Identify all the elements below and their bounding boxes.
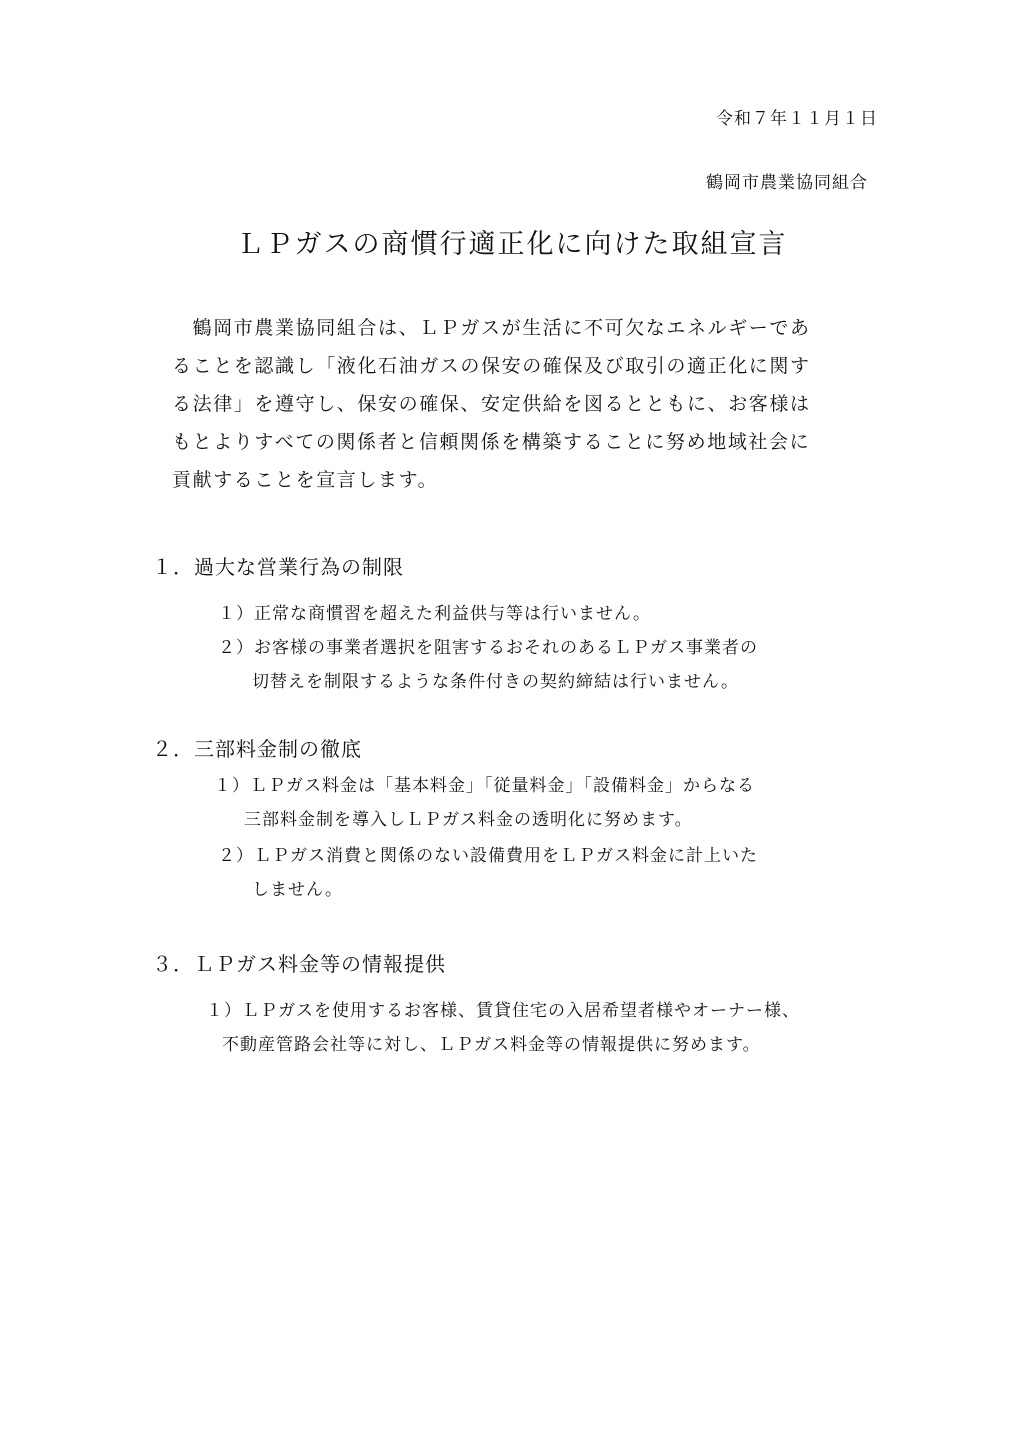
item-text: ２）お客様の事業者選択を阻害するおそれのあるＬＰガス事業者の bbox=[218, 638, 758, 658]
item-text: ２）ＬＰガス消費と関係のない設備費用をＬＰガス料金に計上いた bbox=[218, 846, 758, 866]
issuing-organization: 鶴岡市農業協同組合 bbox=[706, 173, 868, 193]
item-text: １）ＬＰガス料金は「基本料金」「従量料金」「設備料金」からなる bbox=[214, 776, 755, 796]
document-title: ＬＰガスの商慣行適正化に向けた取組宣言 bbox=[236, 229, 788, 260]
section-2-item-1 bbox=[214, 769, 755, 837]
section-2-item-2 bbox=[218, 839, 758, 907]
paragraph-line: る法律」を遵守し、保安の確保、安定供給を図るとともに、お客様は bbox=[172, 393, 811, 415]
section-heading-1: １．過大な営業行為の制限 bbox=[152, 555, 404, 579]
paragraph-line: ることを認識し「液化石油ガスの保安の確保及び取引の適正化に関す bbox=[172, 355, 811, 377]
item-text-continued: 不動産管路会社等に対し、ＬＰガス料金等の情報提供に努めます。 bbox=[222, 1035, 761, 1055]
item-text-continued: しません。 bbox=[252, 880, 344, 900]
declaration-paragraph bbox=[172, 309, 852, 499]
item-text-continued: 三部料金制を導入しＬＰガス料金の透明化に努めます。 bbox=[244, 810, 693, 830]
section-heading-2: ２．三部料金制の徹底 bbox=[152, 737, 362, 761]
section-heading-3: ３．ＬＰガス料金等の情報提供 bbox=[152, 952, 446, 976]
section-1-item-1 bbox=[218, 597, 651, 631]
item-text: １）正常な商慣習を超えた利益供与等は行いません。 bbox=[218, 604, 652, 624]
paragraph-line: もとよりすべての関係者と信頼関係を構築することに努め地域社会に bbox=[172, 431, 811, 453]
section-3-item-1 bbox=[206, 994, 800, 1062]
item-text-continued: 切替えを制限するような条件付きの契約締結は行いません。 bbox=[252, 672, 740, 692]
paragraph-line: 鶴岡市農業協同組合は、ＬＰガスが生活に不可欠なエネルギーであ bbox=[172, 317, 811, 339]
document-date: 令和７年１１月１日 bbox=[716, 109, 878, 129]
item-text: １）ＬＰガスを使用するお客様、賃貸住宅の入居希望者様やオーナー様、 bbox=[206, 1001, 800, 1021]
paragraph-line: 貢献することを宣言します。 bbox=[172, 469, 439, 491]
section-1-item-2 bbox=[218, 631, 758, 699]
